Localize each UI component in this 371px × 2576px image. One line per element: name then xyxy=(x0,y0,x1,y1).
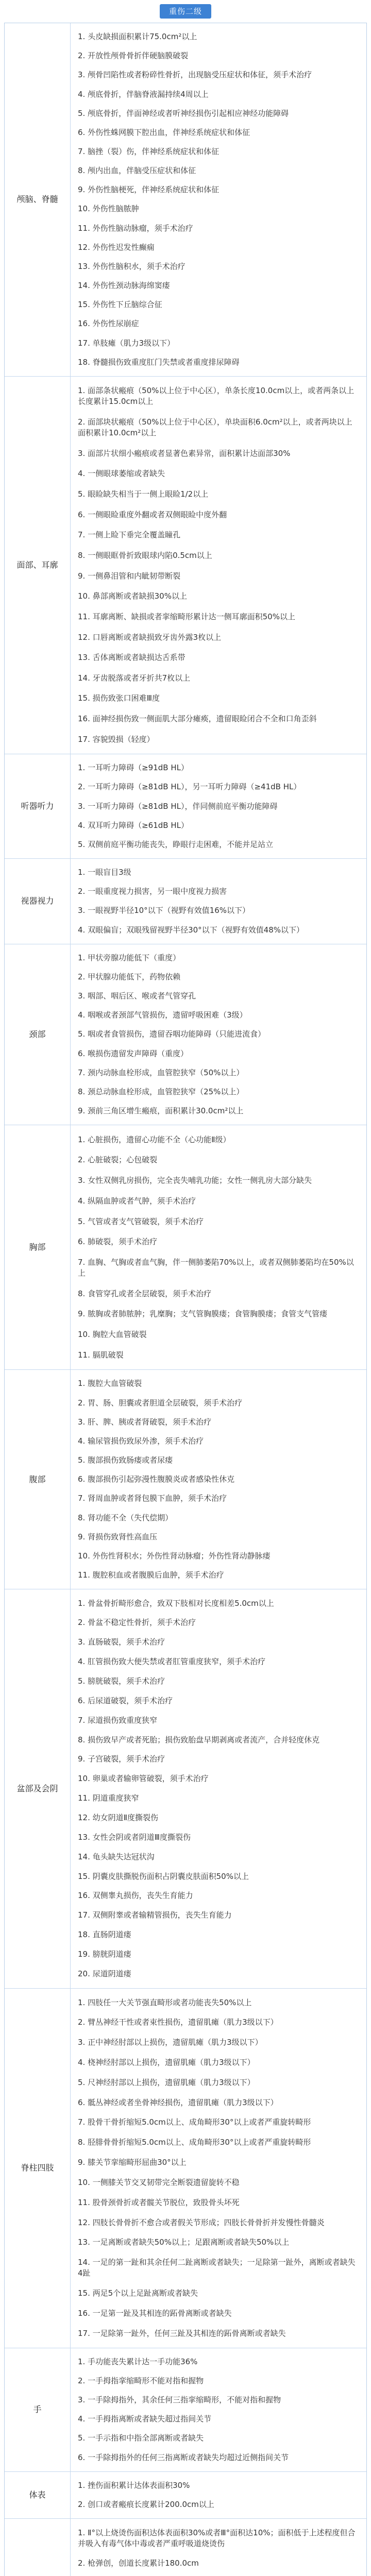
criteria-item: 1. 头皮缺损面积累计75.0cm²以上 xyxy=(78,32,197,42)
criteria-item: 8. 颅内出血，伴脑受压症状和体征 xyxy=(78,166,196,176)
criteria-item: 8. 一侧眼眶骨折致眼球内陷0.5cm以上 xyxy=(78,550,212,560)
section-row xyxy=(5,2518,366,2576)
criteria-item: 10. 胸腔大血管破裂 xyxy=(78,1330,147,1340)
criteria-item: 9. 外伤性脑梗死，伴神经系统症状和体征 xyxy=(78,185,220,195)
criteria-item: 1. 心脏损伤，遗留心功能不全（心功能Ⅱ级） xyxy=(78,1134,231,1144)
category-label: 脊柱四肢 xyxy=(5,1989,71,2348)
criteria-item: 2. 胃、肠、胆囊或者胆道全层破裂，须手术治疗 xyxy=(78,1398,243,1408)
criteria-item: 11. 股骨颈骨折或者髋关节脱位，致股骨头坏死 xyxy=(78,2197,240,2207)
criteria-item: 3. 咽部、咽后区、喉或者气管穿孔 xyxy=(78,991,196,1001)
criteria-item: 3. 一耳听力障碍（≥81dB HL），伴同侧前庭平衡功能障碍 xyxy=(78,801,278,811)
section-row xyxy=(5,23,366,376)
criteria-item: 7. 血胸、气胸或者血气胸，伴一侧肺萎陷70%以上，或者双侧肺萎陷均在50%以上 xyxy=(78,1257,354,1278)
criteria-item: 13. 外伤性脑积水，须手术治疗 xyxy=(78,261,185,271)
criteria-item: 11. 阴道重度狭窄 xyxy=(78,1793,139,1803)
category-label: 面部、耳廓 xyxy=(5,377,71,754)
criteria-item: 6. 后尿道破裂，须手术治疗 xyxy=(78,1696,173,1705)
criteria-item: 13. 女性会阴或者阴道Ⅲ度撕裂伤 xyxy=(78,1832,191,1842)
criteria-item: 12. 四肢长骨骨折不愈合或者假关节形成；四肢长骨骨折并发慢性骨髓炎 xyxy=(78,2217,325,2227)
section-row xyxy=(5,1369,366,1589)
criteria-item: 16. 面神经损伤致一侧面肌大部分瘫痪，遗留眼睑闭合不全和口角歪斜 xyxy=(78,714,317,724)
criteria-item: 2. 面部块状瘢痕（50%以上位于中心区），单块面积6.0cm²以上，或者两块以上面积累计10.0cm²以上 xyxy=(78,417,352,437)
criteria-item: 11. 耳廓离断、缺损或者挛缩畸形累计达一侧耳廓面积50%以上 xyxy=(78,612,295,621)
criteria-item: 6. 肺破裂，须手术治疗 xyxy=(78,1237,158,1247)
criteria-item: 7. 肾周血肿或者肾包膜下血肿，须手术治疗 xyxy=(78,1494,227,1503)
criteria-item: 6. 喉损伤遗留发声障碍（重度） xyxy=(78,1048,189,1058)
section-row xyxy=(5,1988,366,2348)
criteria-item: 1. 挫伤面积累计达体表面积30% xyxy=(78,2480,190,2490)
criteria-list xyxy=(71,377,366,754)
criteria-item: 15. 阴囊皮肤撕脱伤面积占阴囊皮肤面积50%以上 xyxy=(78,1871,249,1881)
criteria-item: 3. 直肠破裂，须手术治疗 xyxy=(78,1637,165,1647)
criteria-item: 12. 外伤性迟发性癫痫 xyxy=(78,242,155,252)
criteria-list xyxy=(71,2472,366,2518)
criteria-item: 8. 胫腓骨骨折缩短5.0cm以上、成角畸形30°以上或者严重旋转畸形 xyxy=(78,2138,311,2147)
criteria-item: 1. 腹腔大血管破裂 xyxy=(78,1379,142,1388)
section-row xyxy=(5,2348,366,2471)
section-row xyxy=(5,1125,366,1369)
criteria-item: 3. 颅骨凹陷性或者粉碎性骨折，出现脑受压症状和体征，须手术治疗 xyxy=(78,70,312,80)
criteria-item: 17. 一足除第一趾外，任何三趾及其相连的跖骨离断或者缺失 xyxy=(78,2328,286,2338)
criteria-item: 1. 一眼盲目3级 xyxy=(78,868,131,877)
criteria-item: 5. 膀胱破裂，须手术治疗 xyxy=(78,1676,165,1686)
criteria-list xyxy=(71,1989,366,2348)
criteria-list xyxy=(71,944,366,1125)
section-row xyxy=(5,376,366,754)
criteria-item: 1. 面部条状瘢痕（50%以上位于中心区），单条长度10.0cm以上，或者两条以上长度累计15.0cm以上 xyxy=(78,386,355,406)
criteria-item: 7. 脑挫（裂）伤，伴神经系统症状和体征 xyxy=(78,147,220,157)
criteria-item: 11. 腹腔积血或者腹膜后血肿，须手术治疗 xyxy=(78,1570,224,1580)
criteria-item: 7. 颈内动脉血栓形成，血管腔狭窄（50%以上） xyxy=(78,1067,244,1077)
criteria-item: 2. 一耳听力障碍（≥81dB HL），另一耳听力障碍（≥41dB HL） xyxy=(78,782,301,792)
criteria-item: 8. 肾功能不全（失代偿期） xyxy=(78,1513,173,1522)
criteria-item: 9. 脓胸或者肺脓肿；乳糜胸；支气管胸膜瘘；食管胸膜瘘；食管支气管瘘 xyxy=(78,1309,328,1319)
criteria-item: 10. 外伤性肾积水；外伤性肾动脉瘤；外伤性肾动静脉瘘 xyxy=(78,1551,271,1561)
criteria-list xyxy=(71,1125,366,1369)
criteria-item: 2. 一眼重度视力损害，另一眼中度视力损害 xyxy=(78,887,227,896)
criteria-item: 6. 外伤性蛛网膜下腔出血，伴神经系统症状和体征 xyxy=(78,127,250,137)
section-row xyxy=(5,754,366,858)
criteria-item: 8. 损伤致早产或者死胎；损伤致胎盘早期剥离或者流产，合并轻度休克 xyxy=(78,1735,320,1744)
criteria-item: 1. Ⅱ°以上烧烫伤面积达体表面积30%或者Ⅲ°面积达10%；面积低于上述程度但合并吸入有毒气体中毒或者严重呼吸道烧烫伤 xyxy=(78,2528,356,2548)
category-label: 视器视力 xyxy=(5,859,71,944)
criteria-item: 5. 眼睑缺失相当于一侧上眼睑1/2以上 xyxy=(78,489,209,499)
criteria-item: 2. 开放性颅骨骨折伴硬脑膜破裂 xyxy=(78,51,189,61)
criteria-item: 2. 甲状腺功能低下，药物依赖 xyxy=(78,972,181,981)
criteria-item: 14. 龟头缺失达冠状沟 xyxy=(78,1852,155,1861)
criteria-item: 8. 颈总动脉血栓形成，血管腔狭窄（25%以上） xyxy=(78,1087,244,1096)
criteria-item: 4. 双眼偏盲；双眼残留视野半径30°以下（视野有效值48%以下） xyxy=(78,925,305,935)
criteria-item: 8. 食管穿孔或者全层破裂，须手术治疗 xyxy=(78,1289,212,1298)
section-row xyxy=(5,2471,366,2518)
criteria-item: 9. 颈前三角区增生瘢痕，面积累计30.0cm²以上 xyxy=(78,1106,244,1116)
criteria-item: 6. 骶丛神经或者坐骨神经损伤，遗留肌瘫（肌力3级以下） xyxy=(78,2097,278,2107)
section-row xyxy=(5,858,366,944)
criteria-item: 3. 面部片状细小瘢痕或者显著色素异常，面积累计达面部30% xyxy=(78,448,291,458)
criteria-item: 2. 骨盆不稳定性骨折，须手术治疗 xyxy=(78,1618,196,1628)
category-label: 盆部及会阴 xyxy=(5,1589,71,1988)
category-label: 颈部 xyxy=(5,944,71,1125)
category-label: 腹部 xyxy=(5,1370,71,1589)
criteria-item: 7. 一侧上睑下垂完全覆盖瞳孔 xyxy=(78,530,181,540)
criteria-table xyxy=(4,23,367,2576)
criteria-item: 17. 单肢瘫（肌力3级以下） xyxy=(78,338,175,348)
criteria-item: 5. 颅底骨折，伴面神经或者听神经损伤引起相应神经功能障碍 xyxy=(78,108,289,118)
criteria-item: 13. 舌体离断或者缺损达舌系带 xyxy=(78,653,185,663)
criteria-list xyxy=(71,1589,366,1988)
criteria-item: 16. 一足第一趾及其相连的跖骨离断或者缺失 xyxy=(78,2308,232,2318)
category-label: 颅脑、脊髓 xyxy=(5,23,71,376)
criteria-item: 1. 手功能丧失累计达一手功能36% xyxy=(78,2357,198,2366)
criteria-item: 4. 颅底骨折，伴脑脊液漏持续4周以上 xyxy=(78,89,209,99)
criteria-item: 5. 双侧前庭平衡功能丧失，睁眼行走困难，不能并足站立 xyxy=(78,839,274,849)
criteria-item: 15. 损伤致张口困难Ⅲ度 xyxy=(78,693,160,703)
criteria-item: 17. 容貌毁损（轻度） xyxy=(78,734,155,744)
criteria-item: 4. 纵隔血肿或者气肿，须手术治疗 xyxy=(78,1196,196,1206)
criteria-item: 3. 正中神经肘部以上损伤，遗留肌瘫（肌力3级以下） xyxy=(78,2038,263,2047)
criteria-item: 9. 子宫破裂，须手术治疗 xyxy=(78,1754,165,1764)
criteria-item: 12. 口唇离断或者缺损致牙齿外露3枚以上 xyxy=(78,632,222,642)
criteria-item: 12. 幼女阴道Ⅱ度撕裂伤 xyxy=(78,1813,159,1823)
criteria-item: 3. 一手除拇指外，其余任何三指挛缩畸形，不能对指和握物 xyxy=(78,2395,281,2405)
criteria-list xyxy=(71,23,366,376)
criteria-item: 4. 一手拇指离断或者缺失超过指间关节 xyxy=(78,2414,212,2424)
category-label: 听器听力 xyxy=(5,754,71,858)
criteria-item: 5. 腹部损伤致肠瘘或者尿瘘 xyxy=(78,1455,173,1465)
criteria-item: 3. 肝、脾、胰或者肾破裂，须手术治疗 xyxy=(78,1417,212,1427)
criteria-item: 13. 一足离断或者缺失50%以上；足跟离断或者缺失50%以上 xyxy=(78,2238,290,2247)
criteria-item: 4. 桡神经肘部以上损伤，遗留肌瘫（肌力3级以下） xyxy=(78,2058,255,2067)
criteria-list xyxy=(71,859,366,944)
category-label: 体表 xyxy=(5,2472,71,2518)
criteria-item: 10. 外伤性脑脓肿 xyxy=(78,204,139,214)
criteria-item: 16. 外伤性尿崩症 xyxy=(78,319,139,329)
criteria-item: 5. 一手示指和中指全部离断或者缺失 xyxy=(78,2433,204,2443)
criteria-list xyxy=(71,2519,366,2576)
criteria-list xyxy=(71,754,366,858)
criteria-item: 4. 咽喉或者颈部气管损伤，遗留呼吸困难（3级） xyxy=(78,1010,247,1020)
criteria-item: 9. 一侧鼻泪管和内眦韧带断裂 xyxy=(78,571,181,581)
criteria-item: 4. 一侧眼球萎缩或者缺失 xyxy=(78,469,165,479)
criteria-item: 6. 腹部损伤引起弥漫性腹膜炎或者感染性休克 xyxy=(78,1475,235,1484)
criteria-item: 4. 输尿管损伤致尿外渗，须手术治疗 xyxy=(78,1436,204,1446)
category-label: 胸部 xyxy=(5,1125,71,1369)
page-title: 重伤二级 xyxy=(160,4,211,19)
criteria-item: 10. 鼻部离断或者缺损30%以上 xyxy=(78,591,187,601)
criteria-item: 9. 膝关节挛缩畸形屈曲30°以上 xyxy=(78,2158,187,2167)
criteria-item: 1. 骨盆骨折畸形愈合，致双下肢相对长度相差5.0cm以上 xyxy=(78,1598,274,1608)
criteria-item: 1. 四肢任一大关节强直畸形或者功能丧失50%以上 xyxy=(78,1997,252,2007)
criteria-item: 10. 卵巢或者输卵管破裂，须手术治疗 xyxy=(78,1774,209,1784)
criteria-item: 3. 一眼视野半径10°以下（视野有效值16%以下） xyxy=(78,906,250,916)
criteria-item: 18. 脊髓损伤致重度肛门失禁或者重度排尿障碍 xyxy=(78,357,240,367)
criteria-item: 6. 一侧眼睑重度外翻或者双侧眼睑中度外翻 xyxy=(78,510,227,519)
criteria-item: 18. 直肠阴道瘘 xyxy=(78,1930,131,1940)
criteria-item: 9. 肾损伤致肾性高血压 xyxy=(78,1532,158,1541)
criteria-item: 4. 肛管损伤致大便失禁或者肛管重度狭窄，须手术治疗 xyxy=(78,1657,266,1667)
criteria-item: 1. 甲状旁腺功能低下（重度） xyxy=(78,953,181,962)
criteria-item: 4. 双耳听力障碍（≥61dB HL） xyxy=(78,820,189,830)
category-label xyxy=(5,2519,71,2576)
criteria-item: 19. 膀胱阴道瘘 xyxy=(78,1950,131,1959)
criteria-item: 5. 咽或者食管损伤，遗留吞咽功能障碍（只能进流食） xyxy=(78,1029,266,1039)
category-label: 手 xyxy=(5,2348,71,2471)
criteria-item: 15. 外伤性下丘脑综合征 xyxy=(78,300,162,310)
criteria-item: 11. 外伤性脑动脉瘤，须手术治疗 xyxy=(78,223,193,233)
criteria-item: 14. 外伤性颈动脉海绵窦瘘 xyxy=(78,281,170,291)
criteria-item: 7. 股骨干骨折缩短5.0cm以上、成角畸形30°以上或者严重旋转畸形 xyxy=(78,2117,311,2127)
criteria-item: 5. 尺神经肘部以上损伤，遗留肌瘫（肌力3级以下） xyxy=(78,2077,255,2087)
criteria-item: 16. 双侧睾丸损伤，丧失生育能力 xyxy=(78,1891,193,1901)
criteria-item: 15. 两足5个以上足趾离断或者缺失 xyxy=(78,2289,198,2298)
criteria-item: 20. 尿道阴道瘘 xyxy=(78,1969,131,1978)
criteria-list xyxy=(71,2348,366,2471)
section-row xyxy=(5,1589,366,1988)
criteria-item: 7. 尿道损伤致重度狭窄 xyxy=(78,1715,158,1725)
criteria-item: 10. 一侧膝关节交叉韧带完全断裂遗留旋转不稳 xyxy=(78,2177,240,2187)
criteria-item: 6. 一手除拇指外的任何三指离断或者缺失均超过近侧指间关节 xyxy=(78,2452,289,2462)
criteria-item: 2. 心脏破裂；心包破裂 xyxy=(78,1155,158,1165)
criteria-item: 17. 双侧附睾或者输精管损伤，丧失生育能力 xyxy=(78,1910,232,1920)
criteria-item: 2. 臂丛神经干性或者束性损伤，遗留肌瘫（肌力3级以下） xyxy=(78,2018,278,2027)
criteria-item: 2. 枪弹创，创道长度累计180.0cm xyxy=(78,2558,199,2568)
criteria-item: 3. 女性双侧乳房损伤，完全丧失哺乳功能；女性一侧乳房大部分缺失 xyxy=(78,1176,312,1185)
criteria-item: 2. 一手拇指挛缩畸形不能对指和握物 xyxy=(78,2376,204,2385)
page-header xyxy=(0,0,371,23)
criteria-item: 2. 创口或者瘢痕长度累计200.0cm以上 xyxy=(78,2499,214,2509)
criteria-item: 11. 膈肌破裂 xyxy=(78,1350,124,1360)
criteria-item: 5. 气管或者支气管破裂，须手术治疗 xyxy=(78,1216,204,1226)
criteria-item: 14. 一足的第一趾和其余任何二趾离断或者缺失；一足除第一趾外，离断或者缺失4趾 xyxy=(78,2258,356,2278)
section-row xyxy=(5,944,366,1125)
criteria-item: 1. 一耳听力障碍（≥91dB HL） xyxy=(78,763,189,773)
criteria-item: 14. 牙齿脱落或者牙折共7枚以上 xyxy=(78,673,191,683)
criteria-list xyxy=(71,1370,366,1589)
